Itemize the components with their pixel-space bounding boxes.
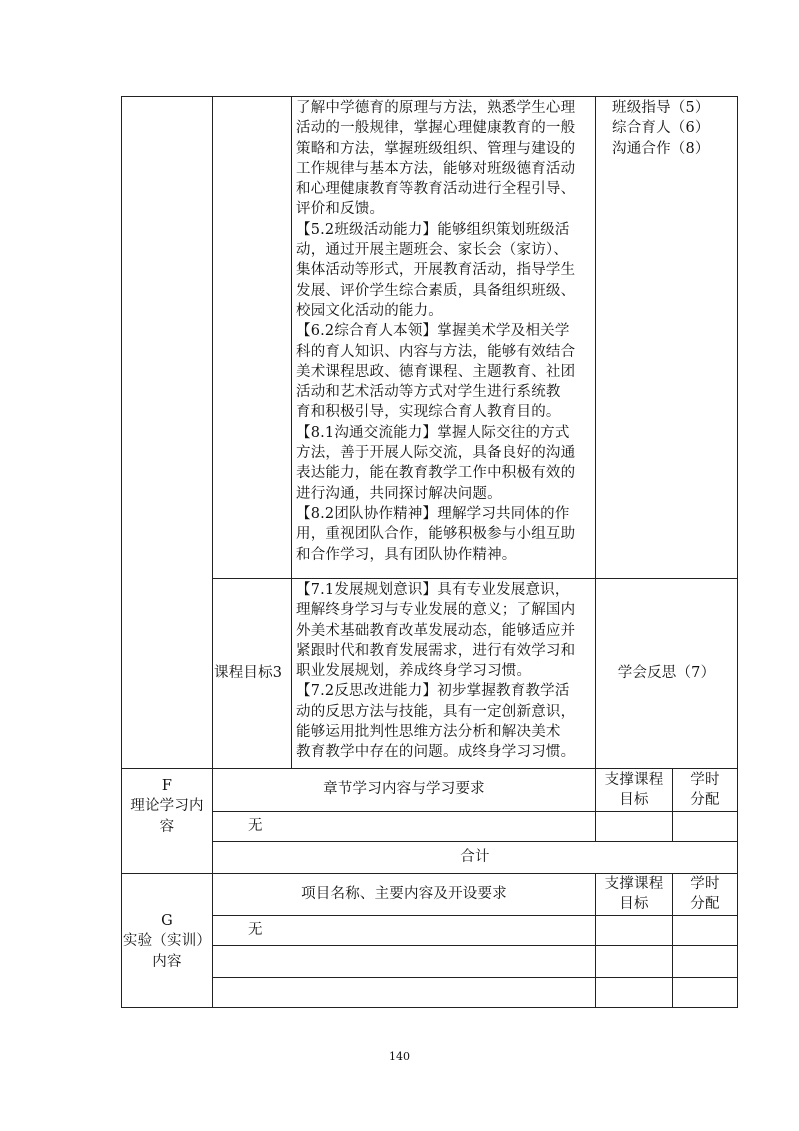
rule-top [121, 96, 738, 97]
section-g-header-content: 项目名称、主要内容及开设要求 [301, 886, 507, 902]
content-line: 和合作学习，具有团队协作精神。 [296, 546, 517, 563]
support-line: 综合育人（6） [612, 120, 710, 137]
content-line: 活动的一般规律，掌握心理健康教育的一般 [296, 120, 576, 137]
content-line: 紧跟时代和教育发展需求，进行有效学习和 [296, 642, 576, 659]
content-line: 【5.2班级活动能力】能够组织策划班级活 [296, 221, 570, 238]
content-line: 教育教学中存在的问题。成终身学习习惯。 [296, 744, 576, 761]
section-f-label [122, 776, 212, 837]
section-label-line: 内容 [152, 953, 182, 970]
content-line: 【8.1沟通交流能力】掌握人际交往的方式 [296, 424, 570, 441]
goal3-support: 学会反思（7） [617, 665, 716, 681]
rule-g-header-bottom [212, 915, 738, 916]
page-number: 140 [389, 1050, 410, 1063]
section-f-header-hours [673, 770, 737, 811]
section-label-line: 理论学习内 [130, 798, 204, 815]
goal-content-upper [296, 98, 575, 565]
header-line: 支撑课程 [604, 772, 664, 788]
support-upper [612, 98, 710, 159]
content-line: 外美术基础教育改革发展动态，能够适应并 [296, 622, 576, 639]
content-line: 科的育人知识、内容与方法，能够有效结合 [296, 343, 576, 360]
content-line: 校园文化活动的能力。 [296, 302, 443, 319]
section-label-line: 实验（实训） [122, 933, 212, 950]
header-line: 分配 [690, 792, 720, 809]
content-line: 【6.2综合育人本领】掌握美术学及相关学 [296, 323, 570, 340]
content-line: 方法，善于开展人际交流，具备良好的沟通 [296, 445, 576, 462]
support-line: 沟通合作（8） [612, 140, 710, 157]
content-line: 美术课程思政、德育课程、主题教育、社团 [296, 363, 576, 380]
header-line: 支撑课程 [604, 876, 664, 892]
section-g-label [122, 911, 212, 972]
content-line: 策略和方法，掌握班级组织、管理与建设的 [296, 140, 576, 157]
content-line: 能够运用批判性思维方法分析和解决美术 [296, 724, 561, 741]
content-line: 活动和艺术活动等方式对学生进行系统教 [296, 384, 561, 401]
rule-f-row-bottom [212, 841, 738, 842]
content-line: 职业发展规划，养成终身学习习惯。 [296, 663, 532, 680]
rule-right [737, 96, 738, 1008]
section-f-row-content: 无 [248, 818, 263, 834]
rule-g-row1-bottom [212, 945, 738, 946]
rule-bottom [121, 1007, 738, 1008]
section-f-header-support [596, 770, 672, 811]
header-line: 学时 [690, 772, 720, 788]
section-f-header-content: 章节学习内容与学习要求 [323, 781, 485, 797]
content-line: 表达能力，能在教育教学工作中积极有效的 [296, 465, 576, 482]
content-line: 进行沟通，共同探讨解决问题。 [296, 485, 502, 502]
rule-label-right [212, 96, 213, 1008]
rule-g-row2-bottom [212, 977, 738, 978]
section-g-header-hours [673, 874, 737, 915]
rule-support-left [595, 96, 596, 842]
content-line: 【8.2团队协作精神】理解学习共同体的作 [296, 505, 570, 522]
content-line: 发展、评价学生综合素质，具备组织班级、 [296, 282, 576, 299]
content-line: 动，通过开展主题班会、家长会（家访）、 [296, 242, 569, 259]
content-line: 动的反思方法与技能，具有一定创新意识， [296, 703, 576, 720]
content-line: 评价和反馈。 [296, 201, 385, 218]
header-line: 目标 [619, 792, 649, 809]
section-f-total: 合计 [460, 849, 490, 865]
support-line: 班级指导（5） [612, 100, 710, 116]
content-line: 【7.2反思改进能力】初步掌握教育教学活 [296, 683, 570, 700]
header-line: 学时 [690, 876, 720, 892]
goal3-label: 课程目标3 [214, 665, 283, 681]
section-letter: G [161, 913, 173, 929]
rule-f-top [121, 768, 738, 769]
rule-goal-col-right [291, 96, 292, 769]
header-line: 分配 [690, 896, 720, 913]
header-line: 目标 [619, 896, 649, 913]
content-line: 育和积极引导，实现综合育人教育目的。 [296, 404, 561, 421]
section-label-line: 容 [159, 818, 175, 835]
rule-f-header-bottom [212, 811, 738, 812]
section-g-header-support [596, 874, 672, 915]
content-line: 理解终身学习与专业发展的意义；了解国内 [296, 602, 576, 619]
goal3-content [296, 580, 575, 763]
content-line: 了解中学德育的原理与方法，熟悉学生心理 [296, 100, 576, 116]
content-line: 【7.1发展规划意识】具有专业发展意识， [296, 582, 570, 598]
content-line: 集体活动等形式，开展教育活动，指导学生 [296, 262, 576, 279]
section-g-row-content: 无 [248, 922, 263, 938]
content-line: 用，重视团队合作，能够积极参与小组互助 [296, 526, 576, 543]
rule-left [121, 96, 122, 1008]
content-line: 工作规律与基本方法，能够对班级德育活动 [296, 160, 576, 177]
content-line: 和心理健康教育等教育活动进行全程引导、 [296, 181, 576, 198]
section-letter: F [161, 778, 173, 794]
